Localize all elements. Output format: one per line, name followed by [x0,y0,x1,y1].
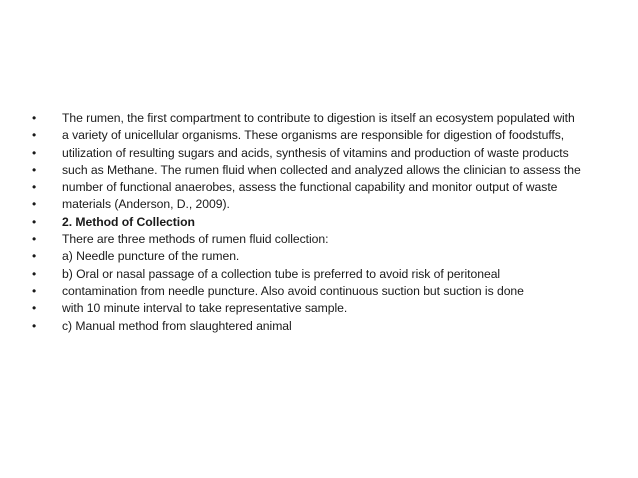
bullet-text: a) Needle puncture of the rumen. [62,249,240,264]
bullet-text: number of functional anaerobes, assess the functional capability and monitor output of waste [62,180,558,195]
bullet-dot-icon: • [32,197,37,212]
bullet-dot-icon: • [32,266,37,281]
bullet-dot-icon: • [32,111,37,125]
bullet-dot-icon: • [32,249,37,264]
bullet-list [32,110,622,335]
section-heading-text: 2. Method of Collection [62,214,195,229]
bullet-item [32,179,622,196]
bullet-text: with 10 minute interval to take representative sample. [62,301,348,316]
section-heading [32,214,622,231]
bullet-dot-icon: • [32,162,37,177]
bullet-dot-icon: • [32,128,37,143]
bullet-text: a variety of unicellular organisms. These organisms are responsible for digestion of foodstuffs, [62,128,565,143]
bullet-text: materials (Anderson, D., 2009). [62,197,230,212]
bullet-item [32,110,622,127]
bullet-dot-icon: • [32,301,37,316]
bullet-item [32,248,622,265]
bullet-text: utilization of resulting sugars and acids, synthesis of vitamins and production of waste products [62,145,569,160]
bullet-text: The rumen, the first compartment to contribute to digestion is itself an ecosystem populated with [62,111,575,125]
bullet-item [32,318,622,335]
bullet-item [32,283,622,300]
bullet-item [32,231,622,248]
bullet-item [32,196,622,213]
bullet-item [32,300,622,317]
bullet-dot-icon: • [32,145,37,160]
bullet-text: contamination from needle puncture. Also avoid continuous suction but suction is done [62,283,524,298]
bullet-dot-icon: • [32,214,37,229]
bullet-item [32,266,622,283]
bullet-text: c) Manual method from slaughtered animal [62,318,292,333]
bullet-item [32,127,622,144]
bullet-text: such as Methane. The rumen fluid when collected and analyzed allows the clinician to assess the [62,162,581,177]
bullet-dot-icon: • [32,232,37,247]
bullet-item [32,145,622,162]
bullet-item [32,162,622,179]
bullet-dot-icon: • [32,318,37,333]
bullet-dot-icon: • [32,283,37,298]
bullet-text: b) Oral or nasal passage of a collection tube is preferred to avoid risk of peritoneal [62,266,501,281]
bullet-dot-icon: • [32,180,37,195]
bullet-text: There are three methods of rumen fluid collection: [62,232,329,247]
